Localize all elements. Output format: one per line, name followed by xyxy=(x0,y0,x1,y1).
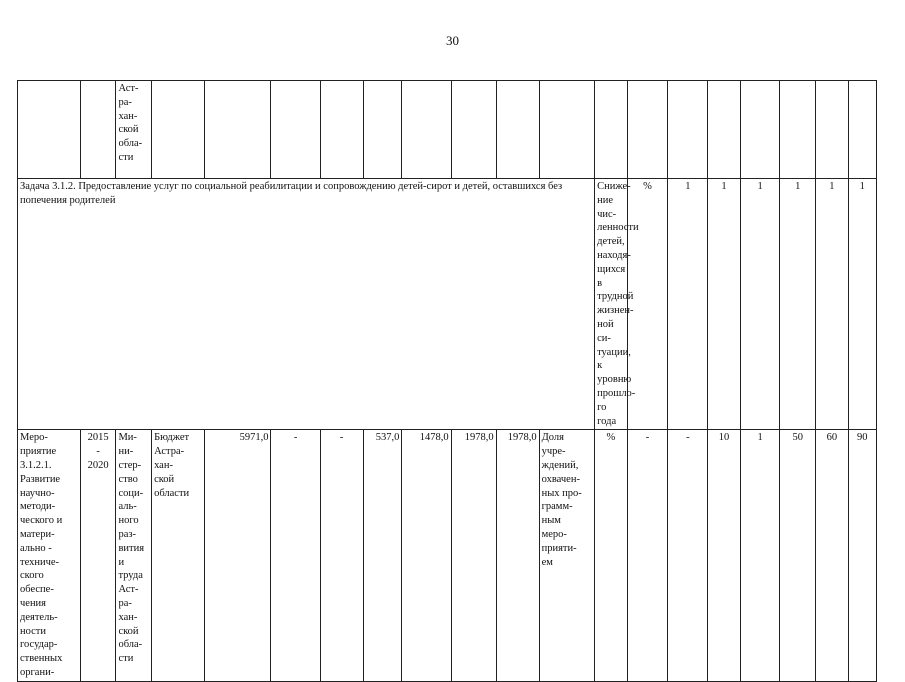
task-unit: % xyxy=(627,179,668,430)
activity-year-amount: 1478,0 xyxy=(402,430,451,681)
activity-value: 90 xyxy=(848,430,876,681)
activity-executor: Ми- ни- стер- ство соци- аль- ного раз- вития и труда Аст- ра- хан- ской обла- сти xyxy=(116,430,152,681)
activity-value: - xyxy=(668,430,708,681)
task-indicator: Сниже- ние чис- ленности детей, находя- щихся в трудной жизнен- ной си- туации, к уровню прошло- го года xyxy=(595,179,627,430)
activity-total: 5971,0 xyxy=(205,430,271,681)
activity-source: Бюджет Астра- хан- ской области xyxy=(152,430,205,681)
task-value: 1 xyxy=(708,179,740,430)
activity-value: 50 xyxy=(780,430,816,681)
responsible-cell: Аст- ра- хан- ской обла- сти xyxy=(116,81,152,179)
activity-value: 10 xyxy=(708,430,740,681)
program-table xyxy=(17,80,877,682)
table-row-task xyxy=(18,179,877,430)
activity-year-amount: 1978,0 xyxy=(451,430,496,681)
table-row-activity xyxy=(18,430,877,681)
task-title: Задача 3.1.2. Предоставление услуг по социальной реабилитации и сопровождению детей-сирот и детей, оставшихся без попечения родителей xyxy=(18,179,595,430)
table-row-continued xyxy=(18,81,877,179)
activity-indicator: Доля учре- ждений, охвачен- ных про- грамм- ным меро- прияти- ем xyxy=(539,430,595,681)
activity-period: 2015 - 2020 xyxy=(80,430,116,681)
activity-year-amount: - xyxy=(320,430,363,681)
activity-unit: % xyxy=(595,430,627,681)
activity-name: Меро- приятие 3.1.2.1. Развитие научно- методи- ческого и матери- ально - техниче- ского обеспе- чения деятель- ности государ- ственных органи- xyxy=(18,430,81,681)
task-value: 1 xyxy=(668,179,708,430)
activity-year-amount: 1978,0 xyxy=(496,430,539,681)
task-value: 1 xyxy=(816,179,848,430)
task-value: 1 xyxy=(848,179,876,430)
activity-year-amount: 537,0 xyxy=(363,430,402,681)
activity-value: - xyxy=(627,430,668,681)
activity-year-amount: - xyxy=(271,430,320,681)
page-number: 30 xyxy=(446,33,459,48)
task-value: 1 xyxy=(740,179,780,430)
task-value: 1 xyxy=(780,179,816,430)
activity-value: 60 xyxy=(816,430,848,681)
activity-value: 1 xyxy=(740,430,780,681)
